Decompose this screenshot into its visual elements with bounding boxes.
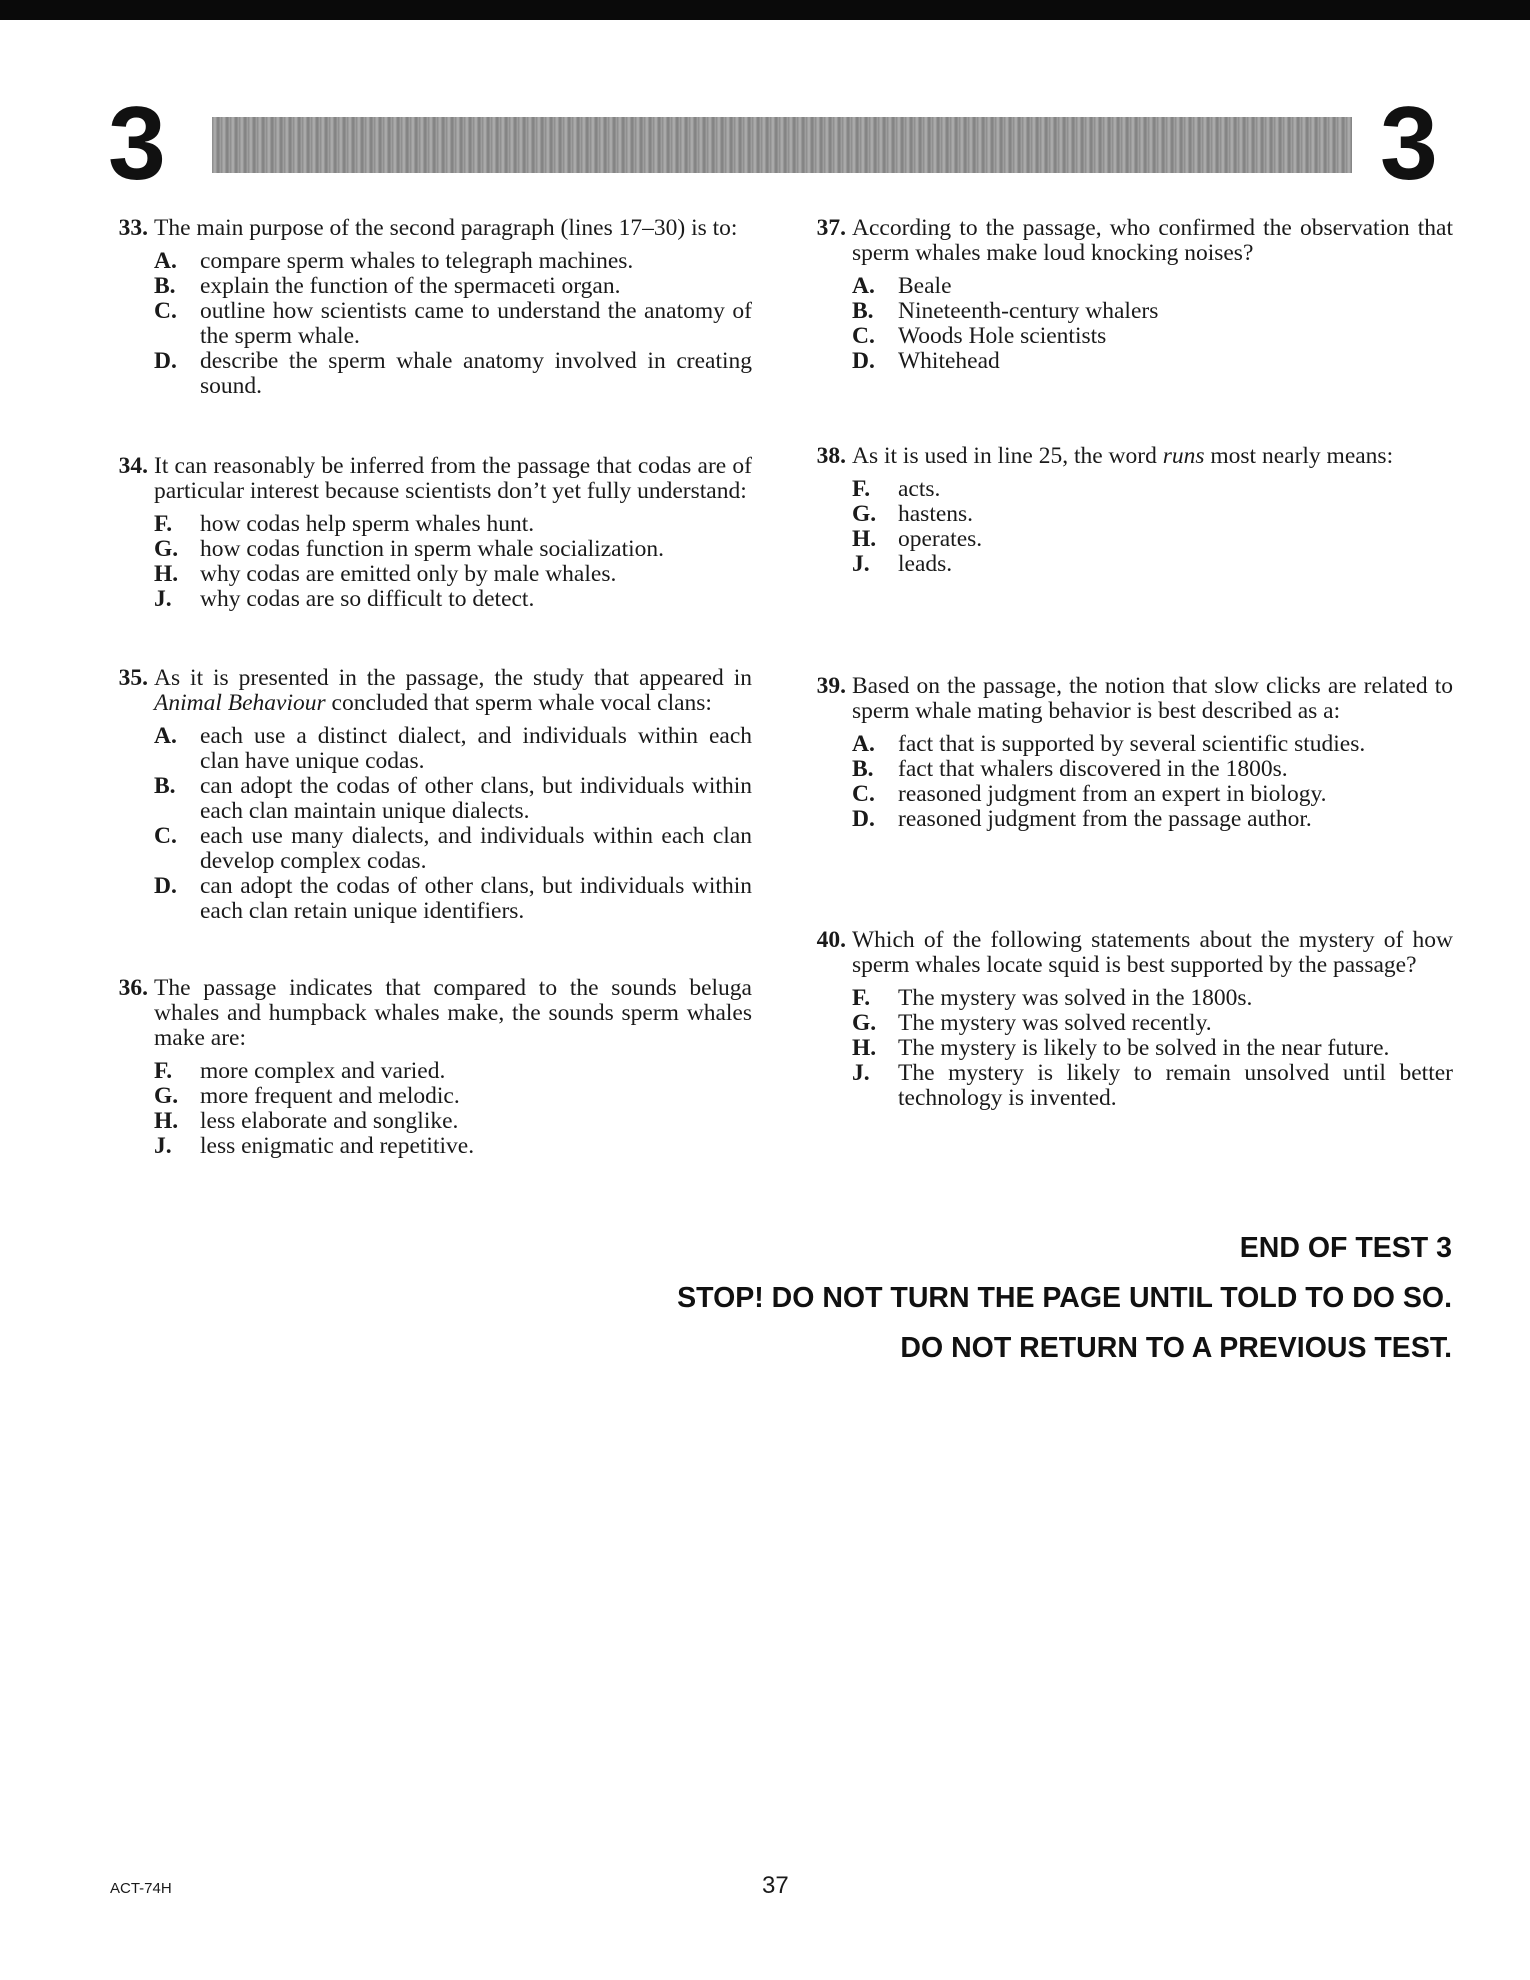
question-number: 39. [816,673,846,699]
choice-letter: J. [154,586,172,612]
choice-text: leads. [898,551,953,577]
answer-choices [154,724,752,924]
question-number: 34. [118,453,148,479]
choice-letter: C. [154,298,177,324]
journal-title: Animal Behaviour [154,690,326,716]
choice-letter: G. [154,536,179,562]
question-stem: Which of the following statements about the mystery of how sperm whales locate squid is best supported by the passage? [852,927,1453,978]
choice-text: less enigmatic and repetitive. [200,1133,475,1159]
choice-text: more frequent and melodic. [200,1083,460,1109]
choice-text: Beale [898,273,952,299]
end-of-test-notice [677,1233,1452,1383]
choice-letter: F. [154,511,173,537]
choice-text: can adopt the codas of other clans, but individuals within each clan retain unique identifiers. [200,873,752,924]
choice-letter: A. [852,273,875,299]
choice-letter: J. [852,1060,870,1086]
top-rule [0,0,1530,20]
stem-text: As it is presented in the passage, the study that appeared in [154,665,752,691]
choice-letter: F. [852,985,871,1011]
choice-letter: A. [154,723,177,749]
choice-letter: J. [154,1133,172,1159]
choice-text: why codas are so difficult to detect. [200,586,535,612]
section-number-left: 3 [108,86,166,202]
choice-letter: F. [154,1058,173,1084]
choice-text: describe the sperm whale anatomy involved in creating sound. [200,348,752,399]
question-stem: It can reasonably be inferred from the passage that codas are of particular interest because scientists don’t yet fully understand: [154,453,752,504]
choice-letter: D. [154,348,177,374]
answer-choices [852,274,1453,374]
answer-choice[interactable] [852,349,1453,374]
answer-choices [852,477,1453,577]
choice-text: acts. [898,476,941,502]
section-header-bar [212,117,1352,173]
choice-text: how codas function in sperm whale socialization. [200,536,664,562]
choice-letter: B. [852,756,874,782]
choice-letter: D. [154,873,177,899]
answer-choice[interactable] [852,807,1453,832]
answer-choice[interactable] [852,502,1453,527]
question-number: 35. [118,665,148,691]
answer-choices [154,1059,752,1159]
answer-choice[interactable] [154,249,752,274]
choice-text: operates. [898,526,983,552]
answer-choices [154,512,752,612]
answer-choice[interactable] [852,477,1453,502]
choice-text: each use many dialects, and individuals within each clan develop complex codas. [200,823,752,874]
choice-text: The mystery is likely to remain unsolved until better technology is invented. [898,1060,1453,1111]
choice-text: fact that whalers discovered in the 1800s. [898,756,1288,782]
choice-text: less elaborate and songlike. [200,1108,459,1134]
stem-text: As it is used in line 25, the word [852,443,1163,469]
choice-text: The mystery is likely to be solved in the near future. [898,1035,1390,1061]
choice-letter: A. [852,731,875,757]
question-stem: According to the passage, who confirmed the observation that sperm whales make loud knocking noises? [852,215,1453,266]
question-40 [808,928,1453,1111]
question-number: 36. [118,975,148,1001]
question-38 [808,444,1453,577]
answer-choice[interactable] [852,732,1453,757]
choice-text: reasoned judgment from the passage author. [898,806,1312,832]
choice-letter: F. [852,476,871,502]
answer-choice[interactable] [154,824,752,874]
question-stem: Based on the passage, the notion that slow clicks are related to sperm whale mating behavior is best described as a: [852,673,1453,724]
choice-letter: H. [154,561,179,587]
choice-text: how codas help sperm whales hunt. [200,511,535,537]
answer-choice[interactable] [852,782,1453,807]
stop-instruction: STOP! DO NOT TURN THE PAGE UNTIL TOLD TO DO SO. [677,1282,1452,1314]
choice-text: Whitehead [898,348,1000,374]
choice-text: Nineteenth-century whalers [898,298,1159,324]
choice-letter: C. [154,823,177,849]
answer-choice[interactable] [154,774,752,824]
question-stem: The main purpose of the second paragraph (lines 17–30) is to: [154,215,738,241]
answer-choices [852,732,1453,832]
choice-letter: D. [852,348,875,374]
answer-choice[interactable] [154,587,752,612]
choice-letter: H. [154,1108,179,1134]
answer-choice[interactable] [154,724,752,774]
choice-letter: G. [852,1010,877,1036]
choice-letter: G. [852,501,877,527]
choice-text: Woods Hole scientists [898,323,1107,349]
question-36 [110,976,752,1159]
answer-choice[interactable] [154,349,752,399]
choice-letter: B. [154,273,176,299]
question-34 [110,454,752,612]
choice-text: more complex and varied. [200,1058,446,1084]
choice-letter: D. [852,806,875,832]
answer-choice[interactable] [154,1109,752,1134]
choice-letter: C. [852,323,875,349]
answer-choice[interactable] [154,274,752,299]
stem-text: most nearly means: [1204,443,1394,469]
answer-choice[interactable] [852,757,1453,782]
question-39 [808,674,1453,832]
answer-choice[interactable] [852,986,1453,1011]
answer-choice[interactable] [852,1061,1453,1111]
answer-choice[interactable] [154,874,752,924]
no-return-instruction: DO NOT RETURN TO A PREVIOUS TEST. [900,1332,1452,1364]
choice-letter: B. [154,773,176,799]
quoted-word: runs [1162,443,1205,469]
answer-choice[interactable] [852,1011,1453,1036]
choice-text: can adopt the codas of other clans, but individuals within each clan maintain unique dialects. [200,773,752,824]
answer-choice[interactable] [852,324,1453,349]
answer-choice[interactable] [154,1059,752,1084]
choice-letter: H. [852,526,877,552]
choice-letter: J. [852,551,870,577]
answer-choice[interactable] [154,1134,752,1159]
page-number: 37 [762,1872,789,1899]
choice-text: The mystery was solved in the 1800s. [898,985,1253,1011]
choice-text: compare sperm whales to telegraph machines. [200,248,634,274]
question-number: 40. [816,927,846,953]
form-code: ACT-74H [110,1880,172,1897]
answer-choice[interactable] [852,274,1453,299]
answer-choice[interactable] [154,1084,752,1109]
question-35 [110,666,752,924]
choice-text: fact that is supported by several scientific studies. [898,731,1366,757]
question-stem: The passage indicates that compared to the sounds beluga whales and humpback whales make, the sounds sperm whales make are: [154,975,752,1051]
answer-choice[interactable] [154,537,752,562]
choice-text: each use a distinct dialect, and individuals within each clan have unique codas. [200,723,752,774]
question-number: 33. [118,215,148,241]
choice-letter: C. [852,781,875,807]
answer-choice[interactable] [852,1036,1453,1061]
choice-text: explain the function of the spermaceti organ. [200,273,621,299]
choice-letter: A. [154,248,177,274]
question-number: 38. [816,443,846,469]
section-number-right: 3 [1380,86,1438,202]
question-33 [110,216,752,399]
answer-choice[interactable] [852,552,1453,577]
choice-letter: G. [154,1083,179,1109]
answer-choice[interactable] [154,512,752,537]
choice-text: why codas are emitted only by male whales. [200,561,617,587]
choice-text: reasoned judgment from an expert in biology. [898,781,1327,807]
end-of-test-heading: END OF TEST 3 [1239,1232,1452,1264]
choice-text: The mystery was solved recently. [898,1010,1212,1036]
answer-choice[interactable] [852,527,1453,552]
answer-choices [154,249,752,399]
choice-text: outline how scientists came to understand the anatomy of the sperm whale. [200,298,752,349]
answer-choices [852,986,1453,1111]
choice-text: hastens. [898,501,974,527]
answer-choice[interactable] [154,562,752,587]
choice-letter: B. [852,298,874,324]
question-37 [808,216,1453,374]
question-stem [852,444,1453,469]
stem-text: concluded that sperm whale vocal clans: [325,690,712,716]
answer-choice[interactable] [154,299,752,349]
question-stem [154,666,752,716]
choice-letter: H. [852,1035,877,1061]
answer-choice[interactable] [852,299,1453,324]
question-number: 37. [816,215,846,241]
